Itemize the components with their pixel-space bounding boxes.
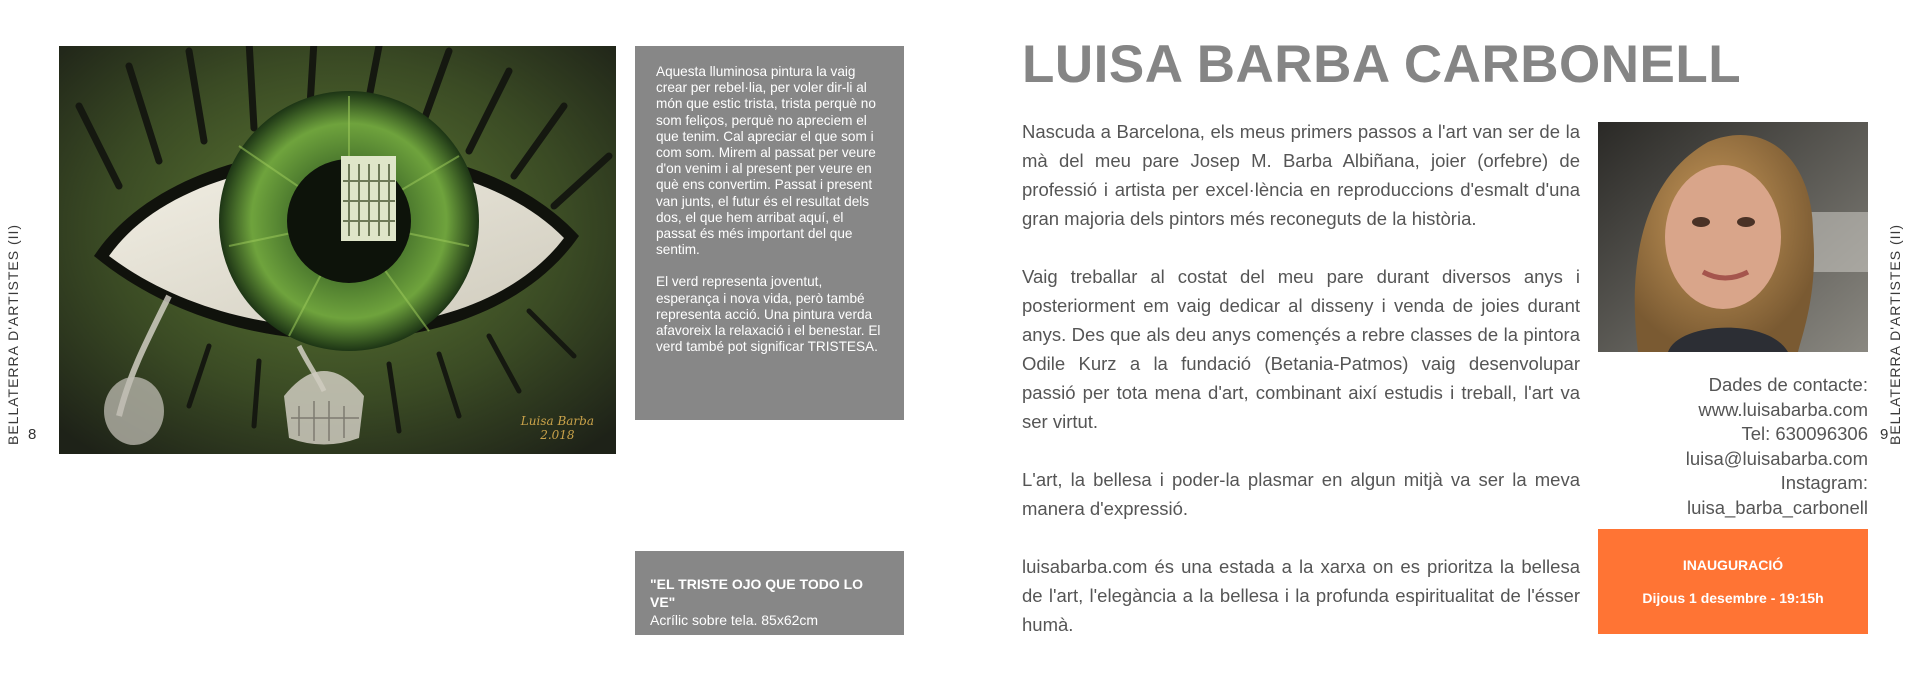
painting-image bbox=[59, 46, 616, 454]
inauguration-box bbox=[1598, 529, 1868, 634]
running-header-left: BELLATERRA D'ARTISTES (II) bbox=[5, 223, 21, 445]
page-number-left: 8 bbox=[28, 426, 37, 443]
contact-phone: Tel: 630096306 bbox=[1741, 423, 1868, 444]
description-paragraph-1: Aquesta lluminosa pintura la vaig crear per rebel·lia, per voler dir-li al món que estic trista, trista perquè no som feliços, perquè no apreciem el que tenim. Cal apreciar el que som i com som. Mirem al passat per veure d'on venim i al present per veure en què ens convertim. Passat i present van junts, el futur és el resultat dels dos, el que hem arribat aquí, el passat és més important del que sentim. bbox=[656, 64, 876, 258]
painting-description-box bbox=[635, 46, 904, 420]
page-number-right: 9 bbox=[1880, 426, 1889, 443]
artist-bio bbox=[1022, 117, 1580, 668]
inauguration-datetime: Dijous 1 desembre - 19:15h bbox=[1642, 590, 1824, 606]
bio-paragraph-4: luisabarba.com és una estada a la xarxa on es prioritza la bellesa de l'art, l'elegància a la bellesa i la profunda espiritualitat de l'ésser humà. bbox=[1022, 556, 1580, 635]
contact-website-link[interactable]: www.luisabarba.com bbox=[1698, 398, 1868, 420]
artist-photo bbox=[1598, 122, 1868, 352]
bio-paragraph-2: Vaig treballar al costat del meu pare durant diversos anys i posteriorment em vaig dedicar al disseny i venda de joies durant anys. Des que als deu anys començés a rebre classes de la pintora Odile Kurz a la fundació (Betania-Patmos) vaig desenvolupar passió per tota mena d'art, combinant així estudis i treball, l'art va ser virtut. bbox=[1022, 266, 1580, 432]
contact-email-link[interactable]: luisa@luisabarba.com bbox=[1685, 447, 1868, 469]
contact-heading: Dades de contacte: bbox=[1708, 374, 1868, 395]
contact-instagram-handle[interactable]: luisa_barba_carbonell bbox=[1686, 496, 1868, 518]
artist-name-heading: LUISA BARBA CARBONELL bbox=[1022, 35, 1742, 94]
artwork-title: "EL TRISTE OJO QUE TODO LO VE" bbox=[650, 576, 864, 610]
painting-signature: Luisa Barba 2.018 bbox=[520, 414, 594, 442]
artwork-technique: Acrílic sobre tela. 85x62cm bbox=[650, 612, 819, 628]
contact-instagram-label: Instagram: bbox=[1780, 472, 1868, 493]
artwork-caption-box bbox=[635, 551, 904, 635]
running-header-right: BELLATERRA D'ARTISTES (II) bbox=[1887, 223, 1903, 445]
bio-paragraph-3: L'art, la bellesa i poder-la plasmar en algun mitjà va ser la meva manera d'expressió. bbox=[1022, 469, 1580, 519]
contact-info bbox=[1598, 373, 1868, 520]
description-paragraph-2: El verd representa joventut, esperança i nova vida, però també representa acció. Una pintura verda afavoreix la relaxació i el benestar. El verd també pot significar TRISTESA. bbox=[656, 274, 881, 355]
bio-paragraph-1: Nascuda a Barcelona, els meus primers passos a l'art van ser de la mà del meu pare Josep M. Barba Albiñana, joier (orfebre) de professió i artista per excel·lència en reproduccions d'esmalt d'una gran majoria dels pintors més reconeguts de la història. bbox=[1022, 121, 1580, 229]
inauguration-label: INAUGURACIÓ bbox=[1682, 557, 1784, 573]
